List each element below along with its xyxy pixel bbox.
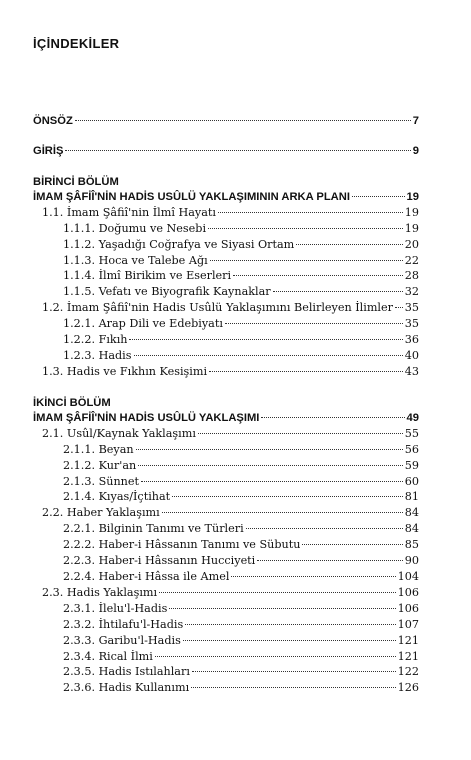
toc-entry[interactable] bbox=[63, 333, 419, 347]
toc-entry-label: 2.2.1. Bilginin Tanımı ve Türleri bbox=[63, 522, 244, 535]
dot-leader bbox=[172, 495, 403, 497]
toc-entry[interactable] bbox=[63, 602, 419, 616]
toc-entry-page: 56 bbox=[404, 443, 419, 456]
toc-entry[interactable] bbox=[42, 206, 419, 220]
toc-entry-giris[interactable] bbox=[33, 144, 419, 158]
dot-leader bbox=[257, 559, 402, 561]
toc-entry-page: 19 bbox=[404, 222, 419, 235]
dot-leader bbox=[218, 211, 403, 213]
part1-heading: BİRİNCİ BÖLÜM bbox=[33, 176, 119, 188]
toc-entry-label: 2.2. Haber Yaklaşımı bbox=[42, 506, 160, 519]
toc-entry-page: 40 bbox=[404, 349, 419, 362]
dot-leader bbox=[162, 511, 403, 513]
toc-entry-label: 2.1.2. Kur'an bbox=[63, 459, 137, 472]
dot-leader bbox=[246, 527, 403, 529]
toc-entry[interactable] bbox=[63, 538, 419, 552]
toc-entry[interactable] bbox=[63, 443, 419, 457]
toc-entry[interactable] bbox=[63, 222, 419, 236]
toc-entry-label: 2.3.3. Garibu'l-Hadis bbox=[63, 634, 181, 647]
toc-entry-page: 7 bbox=[412, 115, 419, 127]
toc-entry-label: 1.2.3. Hadis bbox=[63, 349, 132, 362]
toc-entry[interactable] bbox=[42, 427, 419, 441]
toc-entry[interactable] bbox=[63, 459, 419, 473]
toc-entry-label: 2.2.4. Haber-i Hâssa ile Amel bbox=[63, 570, 230, 583]
toc-entry[interactable] bbox=[63, 634, 419, 648]
toc-entry-page: 20 bbox=[404, 238, 419, 251]
toc-entry-page: 28 bbox=[404, 269, 419, 282]
toc-entry-page: 19 bbox=[406, 191, 419, 203]
toc-entry-label: 1.1. İmam Şâfiî'nin İlmî Hayatı bbox=[42, 206, 216, 219]
dot-leader bbox=[134, 354, 403, 356]
toc-entry-page: 19 bbox=[404, 206, 419, 219]
dot-leader bbox=[191, 686, 395, 688]
dot-leader bbox=[129, 338, 402, 340]
dot-leader bbox=[231, 575, 395, 577]
toc-entry-label: İMAM ŞÂFİÎ'NİN HADİS USÛLÜ YAKLAŞIMI bbox=[33, 412, 260, 424]
dot-leader bbox=[159, 591, 396, 593]
toc-entry-page: 104 bbox=[397, 570, 419, 583]
part2-heading: İKİNCİ BÖLÜM bbox=[33, 397, 111, 409]
toc-entry-page: 59 bbox=[404, 459, 419, 472]
toc-entry-page: 22 bbox=[404, 254, 419, 267]
dot-leader bbox=[273, 290, 403, 292]
dot-leader bbox=[208, 227, 403, 229]
toc-entry-label: 1.2.1. Arap Dili ve Edebiyatı bbox=[63, 317, 223, 330]
dot-leader bbox=[155, 655, 396, 657]
dot-leader bbox=[183, 639, 396, 641]
dot-leader bbox=[210, 259, 403, 261]
dot-leader bbox=[261, 416, 404, 418]
toc-entry[interactable] bbox=[63, 349, 419, 363]
toc-entry-page: 9 bbox=[412, 145, 419, 157]
toc-entry-label: 2.1.1. Beyan bbox=[63, 443, 134, 456]
toc-entry-label: 2.1.3. Sünnet bbox=[63, 475, 139, 488]
toc-entry[interactable] bbox=[63, 554, 419, 568]
toc-entry-page: 60 bbox=[404, 475, 419, 488]
toc-entry-label: İMAM ŞÂFİÎ'NİN HADİS USÛLÜ YAKLAŞIMININ ARKA PLANI bbox=[33, 191, 350, 203]
toc-entry[interactable] bbox=[63, 522, 419, 536]
toc-entry[interactable] bbox=[63, 475, 419, 489]
toc-entry[interactable] bbox=[63, 317, 419, 331]
toc-entry-label: 2.2.2. Haber-i Hâssanın Tanımı ve Sübutu bbox=[63, 538, 301, 551]
toc-entry-page: 106 bbox=[397, 602, 419, 615]
toc-entry-label: 2.3.5. Hadis Istılahları bbox=[63, 665, 190, 678]
toc-entry[interactable] bbox=[63, 665, 419, 679]
toc-entry-page: 121 bbox=[397, 634, 419, 647]
toc-entry-label: ÖNSÖZ bbox=[33, 115, 73, 127]
toc-entry-page: 126 bbox=[397, 681, 419, 694]
dot-leader bbox=[296, 243, 402, 245]
toc-entry-label: 2.1.4. Kıyas/İçtihat bbox=[63, 490, 171, 503]
toc-entry[interactable] bbox=[63, 490, 419, 504]
part1-title-entry[interactable] bbox=[33, 190, 419, 204]
toc-entry-label: 1.1.3. Hoca ve Talebe Ağı bbox=[63, 254, 208, 267]
dot-leader bbox=[352, 195, 405, 197]
dot-leader bbox=[302, 543, 402, 545]
toc-entry-label: 2.3. Hadis Yaklaşımı bbox=[42, 586, 158, 599]
toc-entry-label: 1.3. Hadis ve Fıkhın Kesişimi bbox=[42, 365, 208, 378]
part2-title-entry[interactable] bbox=[33, 411, 419, 425]
toc-entry-onsoz[interactable] bbox=[33, 114, 419, 128]
dot-leader bbox=[138, 464, 403, 466]
toc-entry[interactable] bbox=[63, 238, 419, 252]
dot-leader bbox=[209, 370, 403, 372]
toc-entry-label: 1.1.5. Vefatı ve Biyografik Kaynaklar bbox=[63, 285, 271, 298]
dot-leader bbox=[192, 670, 396, 672]
toc-entry-label: 1.2.2. Fıkıh bbox=[63, 333, 128, 346]
toc-entry[interactable] bbox=[63, 285, 419, 299]
toc-entry-label: 1.2. İmam Şâfiî'nin Hadis Usûlü Yaklaşımını Belirleyen İlimler bbox=[42, 301, 393, 314]
toc-entry-label: 2.3.6. Hadis Kullanımı bbox=[63, 681, 190, 694]
toc-entry[interactable] bbox=[63, 269, 419, 283]
dot-leader bbox=[65, 149, 410, 151]
toc-entry-label: 2.2.3. Haber-i Hâssanın Hucciyeti bbox=[63, 554, 256, 567]
toc-entry-page: 85 bbox=[404, 538, 419, 551]
toc-entry-label: 1.1.1. Doğumu ve Nesebi bbox=[63, 222, 207, 235]
toc-entry-label: GİRİŞ bbox=[33, 145, 64, 157]
toc-entry-page: 122 bbox=[397, 665, 419, 678]
dot-leader bbox=[395, 306, 403, 308]
toc-entry-page: 55 bbox=[404, 427, 419, 440]
toc-entry[interactable] bbox=[63, 570, 419, 584]
toc-entry-page: 107 bbox=[397, 618, 419, 631]
toc-entry-page: 49 bbox=[406, 412, 419, 424]
dot-leader bbox=[185, 623, 395, 625]
dot-leader bbox=[198, 432, 403, 434]
dot-leader bbox=[225, 322, 403, 324]
toc-entry-label: 2.3.2. İhtilafu'l-Hadis bbox=[63, 618, 184, 631]
toc-entry-label: 1.1.2. Yaşadığı Coğrafya ve Siyasi Ortam bbox=[63, 238, 295, 251]
toc-entry[interactable] bbox=[63, 618, 419, 632]
toc-entry-page: 90 bbox=[404, 554, 419, 567]
toc-entry-label: 1.1.4. İlmî Birikim ve Eserleri bbox=[63, 269, 232, 282]
toc-entry[interactable] bbox=[63, 681, 419, 695]
toc-entry-page: 84 bbox=[404, 522, 419, 535]
toc-entry-page: 84 bbox=[404, 506, 419, 519]
toc-entry-page: 35 bbox=[404, 317, 419, 330]
toc-entry-label: 2.1. Usûl/Kaynak Yaklaşımı bbox=[42, 427, 196, 440]
toc-entry[interactable] bbox=[63, 254, 419, 268]
toc-entry-page: 43 bbox=[404, 365, 419, 378]
toc-entry-page: 106 bbox=[397, 586, 419, 599]
dot-leader bbox=[136, 448, 403, 450]
toc-entry[interactable] bbox=[42, 301, 419, 315]
toc-entry-page: 81 bbox=[404, 490, 419, 503]
toc-entry[interactable] bbox=[63, 650, 419, 664]
toc-entry[interactable] bbox=[42, 365, 419, 379]
dot-leader bbox=[233, 274, 403, 276]
dot-leader bbox=[75, 119, 411, 121]
toc-entry[interactable] bbox=[42, 586, 419, 600]
toc-entry[interactable] bbox=[42, 506, 419, 520]
page-title: İÇİNDEKİLER bbox=[33, 36, 120, 51]
toc-entry-page: 35 bbox=[404, 301, 419, 314]
toc-entry-page: 121 bbox=[397, 650, 419, 663]
dot-leader bbox=[169, 607, 395, 609]
dot-leader bbox=[141, 480, 403, 482]
toc-entry-page: 32 bbox=[404, 285, 419, 298]
toc-entry-page: 36 bbox=[404, 333, 419, 346]
toc-entry-label: 2.3.4. Rical İlmi bbox=[63, 650, 153, 663]
toc-entry-label: 2.3.1. İlelu'l-Hadis bbox=[63, 602, 168, 615]
